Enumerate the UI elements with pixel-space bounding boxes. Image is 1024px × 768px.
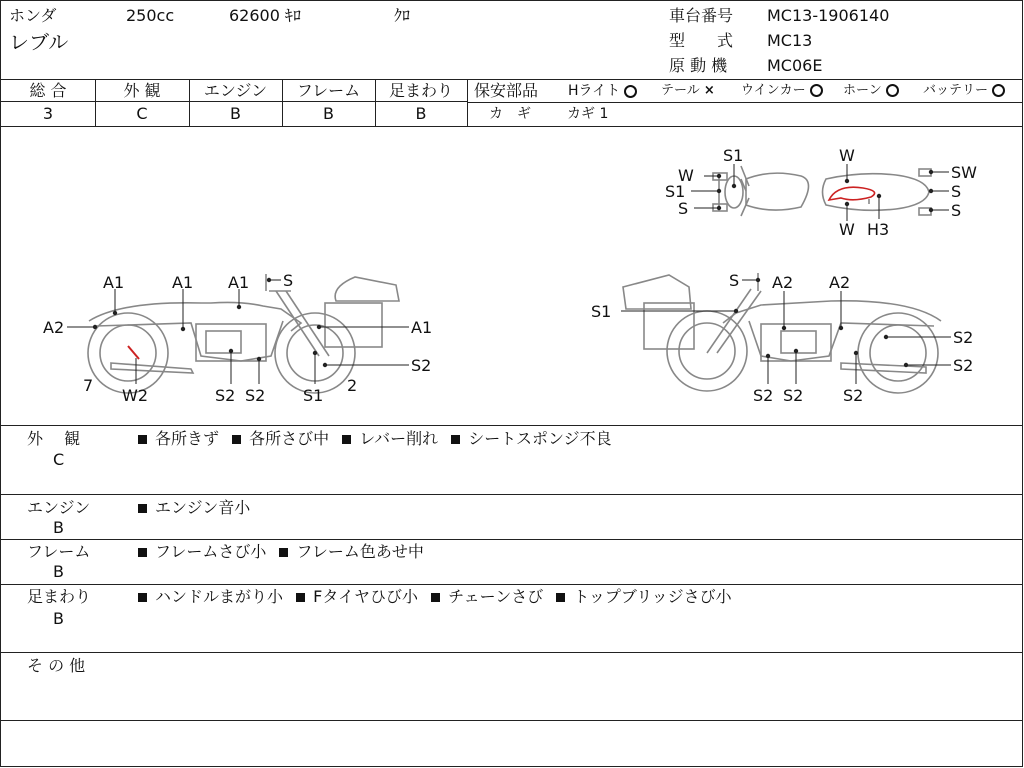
diagram-label: A2: [829, 273, 851, 292]
note-grade: B: [53, 518, 64, 537]
safety-item-label: バッテリー: [923, 83, 989, 98]
ok-circle-icon: [810, 84, 823, 97]
bullet-square-icon: [451, 435, 460, 444]
safety-item-winker: [741, 82, 823, 100]
diagram-label: S2: [953, 356, 974, 375]
ok-circle-icon: [886, 84, 899, 97]
diagram-label: A2: [43, 318, 65, 337]
note-category: そ の 他: [27, 656, 86, 675]
note-item: 各所きず: [138, 430, 219, 448]
note-grade: C: [53, 450, 65, 469]
type-value: MC13: [767, 31, 813, 50]
bullet-square-icon: [232, 435, 241, 444]
damage-mark: [128, 346, 139, 359]
note-item: トップブリッジさび小: [556, 588, 731, 606]
bullet-square-icon: [556, 593, 565, 602]
bullet-square-icon: [279, 548, 288, 557]
note-grade: B: [53, 609, 64, 628]
safety-item-battery: [923, 82, 1005, 100]
note-item: チェーンさび: [431, 588, 543, 606]
bike-diagram: [1, 127, 1023, 425]
note-item: ハンドルまがり小: [138, 588, 283, 606]
body-color: ｸﾛ: [394, 6, 411, 25]
diagram-label: S2: [215, 386, 236, 405]
grade-label-frame: フレーム: [296, 81, 361, 100]
note-items-engine: [138, 499, 258, 517]
damage-mark: [829, 187, 875, 200]
grade-label-suspension: 足まわり: [388, 81, 453, 100]
model-name: レブル: [9, 30, 69, 54]
bullet-square-icon: [138, 435, 147, 444]
diagram-label: S: [678, 199, 689, 218]
divider: [1, 539, 1023, 540]
diagram-label: A1: [228, 273, 250, 292]
bullet-square-icon: [138, 504, 147, 513]
diagram-label: S1: [591, 302, 612, 321]
ok-circle-icon: [992, 84, 1005, 97]
grade-value-overall: 3: [42, 104, 54, 123]
diagram-label: W: [678, 166, 694, 185]
note-grade: B: [53, 562, 64, 581]
diagram-label: S2: [753, 386, 774, 405]
key-label: カ ギ: [489, 106, 531, 122]
bullet-square-icon: [138, 548, 147, 557]
diagram-label: W: [839, 146, 855, 165]
diagram-label: A2: [772, 273, 794, 292]
frame-no-value: MC13-1906140: [767, 6, 890, 25]
bullet-square-icon: [342, 435, 351, 444]
divider: [1, 425, 1023, 426]
grade-value-suspension: B: [415, 104, 427, 123]
diagram-label: S1: [665, 182, 686, 201]
grade-value-engine: B: [230, 104, 241, 123]
safety-item-label: Hライト: [568, 83, 621, 99]
grade-value-exterior: C: [136, 104, 148, 123]
ng-cross-icon: ×: [703, 83, 715, 98]
diagram-label: A1: [411, 318, 433, 337]
safety-item-label: ホーン: [843, 83, 882, 98]
grade-label-overall: 総 合: [29, 81, 67, 100]
diagram-label: S: [951, 201, 962, 220]
safety-item-label: テール: [661, 83, 700, 98]
diagram-label: SW: [951, 163, 977, 182]
note-item: Fタイヤひび小: [296, 588, 418, 606]
bullet-square-icon: [138, 593, 147, 602]
diagram-label: H3: [867, 220, 890, 239]
divider: [1, 101, 467, 102]
divider: [1, 584, 1023, 585]
safety-item-label: ウインカー: [741, 83, 806, 98]
bullet-square-icon: [431, 593, 440, 602]
note-item: シートスポンジ不良: [451, 430, 611, 448]
diagram-label: S: [951, 182, 962, 201]
diagram-label: A1: [172, 273, 194, 292]
note-category: 外 観: [27, 429, 81, 448]
note-item: レバー削れ: [342, 430, 438, 448]
safety-item-horn: [843, 82, 899, 100]
diagram-label: S1: [723, 146, 744, 165]
displacement: 250cc: [126, 6, 175, 25]
divider: [1, 79, 1023, 80]
grade-label-exterior: 外 観: [123, 81, 161, 100]
note-items-suspension: [138, 588, 740, 606]
note-item: 各所さび中: [232, 430, 329, 448]
note-item: エンジン音小: [138, 499, 250, 517]
diagram-label: S2: [245, 386, 266, 405]
diagram-label: S2: [843, 386, 864, 405]
diagram-label: W2: [122, 386, 148, 405]
divider: [1, 652, 1023, 653]
maker: ホンダ: [9, 6, 57, 25]
diagram-label: S1: [303, 386, 324, 405]
note-category: フレーム: [27, 542, 91, 561]
diagram-label: S2: [411, 356, 432, 375]
diagram-label: 2: [347, 376, 358, 395]
diagram-label: W: [839, 220, 855, 239]
ok-circle-icon: [624, 85, 637, 98]
safety-item-tail: [661, 82, 715, 100]
bullet-square-icon: [296, 593, 305, 602]
safety-item-headlight: [568, 82, 637, 100]
engine-model-label: 原 動 機: [669, 56, 728, 75]
engine-model-value: MC06E: [767, 56, 823, 75]
safety-parts-label: 保安部品: [474, 81, 539, 100]
bike-top-view: [713, 166, 931, 216]
diagram-label: 7: [83, 376, 94, 395]
note-item: フレーム色あせ中: [279, 543, 423, 561]
diagram-label: S2: [783, 386, 804, 405]
note-items-exterior: [138, 430, 620, 448]
grade-value-frame: B: [323, 104, 334, 123]
grade-label-engine: エンジン: [203, 81, 268, 100]
note-items-frame: [138, 543, 432, 561]
diagram-label: S2: [953, 328, 974, 347]
divider: [467, 102, 1023, 103]
note-category: 足まわり: [27, 587, 92, 606]
diagram-label: S: [283, 271, 294, 290]
mileage: 62600 ｷﾛ: [229, 6, 301, 25]
diagram-label: A1: [103, 273, 125, 292]
divider: [467, 79, 468, 126]
frame-no-label: 車台番号: [669, 6, 734, 25]
divider: [1, 720, 1023, 721]
type-label: 型 式: [669, 31, 734, 50]
diagram-label: S: [729, 271, 740, 290]
note-category: エンジン: [27, 498, 91, 517]
divider: [1, 494, 1023, 495]
note-item: フレームさび小: [138, 543, 266, 561]
key-value: カギ 1: [567, 106, 609, 122]
